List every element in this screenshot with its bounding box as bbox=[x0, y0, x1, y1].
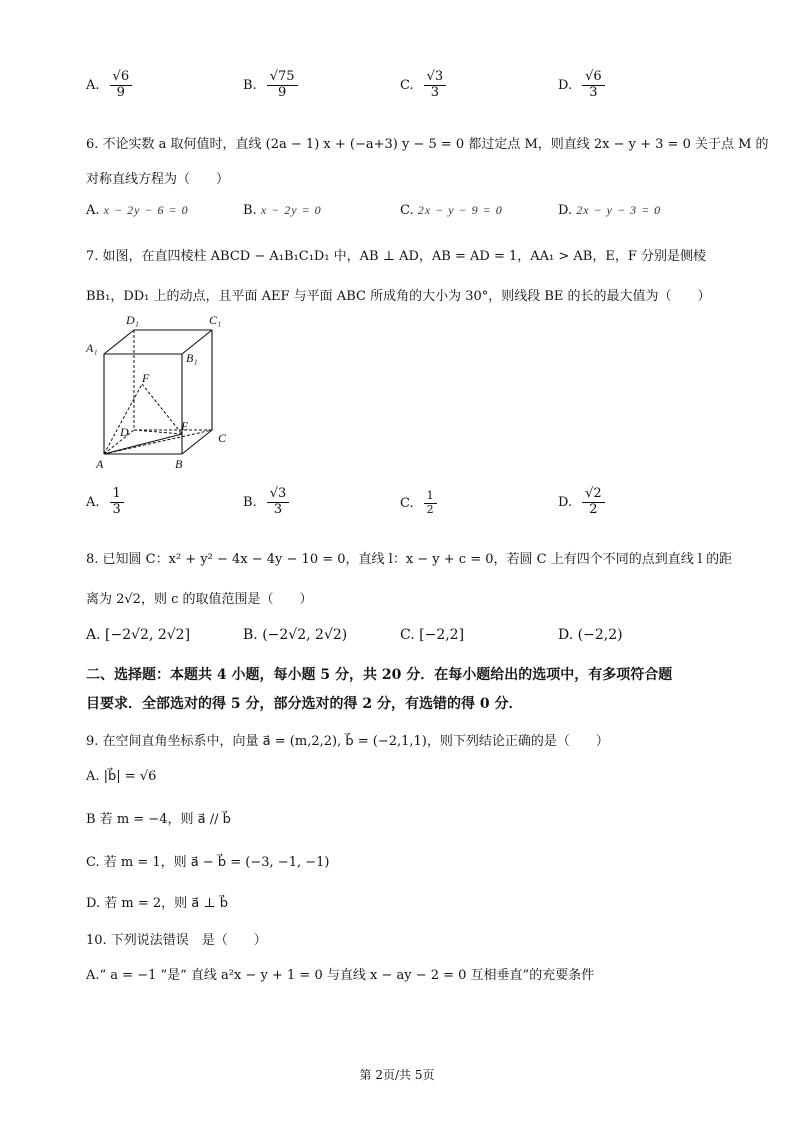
fraction: $\frac{√2}{2}$ bbox=[582, 487, 605, 518]
label-f: F bbox=[142, 371, 150, 385]
q9-option-b[interactable]: B 若 m = −4，则 a⃗ // b⃗ bbox=[86, 812, 231, 827]
label-a: A bbox=[96, 457, 104, 471]
fraction: $\frac{√6}{3}$ bbox=[582, 70, 605, 101]
q10-stem: 10. 下列说法错误 是（ ） bbox=[86, 933, 267, 948]
q9-option-d[interactable]: D. 若 m = 2，则 a⃗ ⊥ b⃗ bbox=[86, 896, 228, 911]
q9-option-c[interactable]: C. 若 m = 1，则 a⃗ − b⃗ = (−3, −1, −1) bbox=[86, 855, 330, 870]
q7-option-b[interactable]: B. $\frac{√3}{3}$ bbox=[243, 487, 289, 518]
section2-heading-line2: 目要求．全部选对的得 5 分，部分选对的得 2 分，有选错的得 0 分． bbox=[86, 696, 523, 712]
fraction: $\frac{√3}{3}$ bbox=[267, 487, 290, 518]
q6-option-d[interactable]: D. 2x − y − 3 = 0 bbox=[558, 203, 662, 218]
label-b: B bbox=[175, 457, 183, 471]
q8-option-d[interactable]: D. (−2,2) bbox=[558, 627, 623, 643]
q8-option-a[interactable]: A. [−2√2, 2√2] bbox=[86, 627, 191, 643]
q5-option-d[interactable]: D. $\frac{√6}{3}$ bbox=[558, 70, 605, 101]
q10-option-a[interactable]: A.“ a = −1 ”是“ 直线 a²x − y + 1 = 0 与直线 x − ay − 2 = 0 互相垂直”的充要条件 bbox=[86, 968, 595, 983]
label-c1: C₁ bbox=[209, 313, 222, 327]
label-b1: B₁ bbox=[186, 351, 198, 365]
q6-stem-line2: 对称直线方程为（ ） bbox=[86, 172, 230, 187]
label-c: C bbox=[218, 431, 227, 445]
q8-stem-line1: 8. 已知圆 C：x² + y² − 4x − 4y − 10 = 0，直线 l：x − y + c = 0，若圆 C 上有四个不同的点到直线 l 的距 bbox=[86, 552, 733, 567]
q6-option-a[interactable]: A. x − 2y − 6 = 0 bbox=[86, 203, 189, 218]
fraction: $\frac{1}{3}$ bbox=[110, 487, 124, 518]
q5-option-b[interactable]: B. $\frac{√75}{9}$ bbox=[243, 70, 298, 101]
q5-option-c[interactable]: C. $\frac{√3}{3}$ bbox=[400, 70, 446, 101]
q8-option-b[interactable]: B. (−2√2, 2√2) bbox=[243, 627, 348, 643]
fraction: $\frac{√75}{9}$ bbox=[267, 70, 298, 101]
q8-option-c[interactable]: C. [−2,2] bbox=[400, 627, 465, 643]
q5-option-a[interactable]: A. $\frac{√6}{9}$ bbox=[86, 70, 132, 101]
label-e: E bbox=[181, 419, 189, 433]
q7-option-a[interactable]: A. $\frac{1}{3}$ bbox=[86, 487, 124, 518]
q6-option-c[interactable]: C. 2x − y − 9 = 0 bbox=[400, 203, 503, 218]
q6-option-b[interactable]: B. x − 2y = 0 bbox=[243, 203, 322, 218]
section2-heading-line1: 二、选择题：本题共 4 小题，每小题 5 分，共 20 分．在每小题给出的选项中，有多项符合题 bbox=[86, 667, 673, 683]
fraction: $\frac{1}{2}$ bbox=[424, 490, 437, 516]
q9-stem: 9. 在空间直角坐标系中，向量 a⃗ = (m,2,2), b⃗ = (−2,1,1)，则下列结论正确的是（ ） bbox=[86, 734, 609, 749]
q6-stem-line1: 6. 不论实数 a 取何值时，直线 (2a − 1) x + (−a+3) y − 5 = 0 都过定点 M，则直线 2x − y + 3 = 0 关于点 M 的 bbox=[86, 137, 769, 152]
q8-stem-line2: 离为 2√2，则 c 的取值范围是（ ） bbox=[86, 592, 313, 607]
fraction: $\frac{√6}{9}$ bbox=[110, 70, 133, 101]
label-a1: A₁ bbox=[86, 341, 98, 355]
prism-figure bbox=[82, 312, 242, 477]
q7-option-d[interactable]: D. $\frac{√2}{2}$ bbox=[558, 487, 605, 518]
page-footer: 第 2页/共 5页 bbox=[359, 1068, 435, 1082]
q7-stem-line1: 7. 如图，在直四棱柱 ABCD − A₁B₁C₁D₁ 中，AB ⊥ AD，AB = AD = 1，AA₁ > AB，E，F 分别是侧棱 bbox=[86, 249, 706, 264]
label-d: D bbox=[120, 425, 129, 439]
fraction: $\frac{√3}{3}$ bbox=[424, 70, 447, 101]
q7-option-c[interactable]: C. $\frac{1}{2}$ bbox=[400, 490, 437, 516]
q7-stem-line2: BB₁，DD₁ 上的动点，且平面 AEF 与平面 ABC 所成角的大小为 30°，则线段 BE 的长的最大值为（ ） bbox=[86, 289, 711, 304]
label-d1: D₁ bbox=[126, 313, 139, 327]
q9-option-a[interactable]: A. |b⃗| = √6 bbox=[86, 769, 157, 784]
